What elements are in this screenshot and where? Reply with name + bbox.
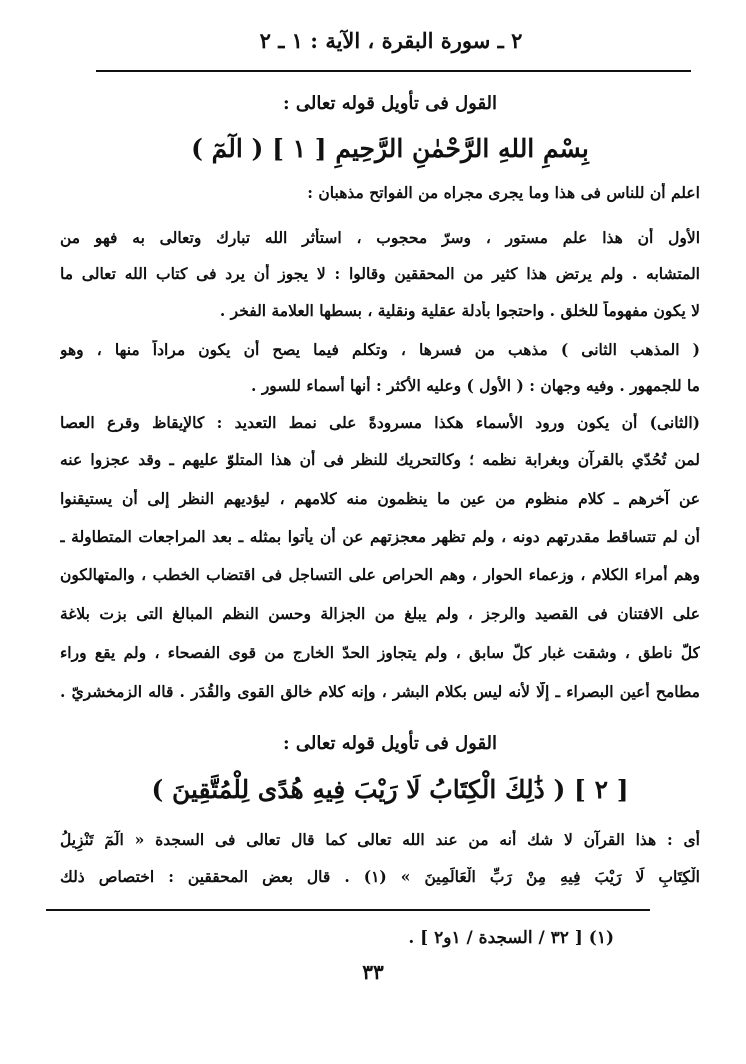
body-line: أن لم تتساقط مقدرتهم دونه ، ولم تظهر معجزتهم عن أن يأتوا بمثله ـ بعد المراجعات المتطاولة ـ bbox=[60, 527, 700, 546]
running-header: ٢ ـ سورة البقرة ، الآية : ١ ـ ٢ bbox=[259, 28, 523, 53]
section-heading: القول فى تأويل قوله تعالى : bbox=[282, 733, 498, 754]
quran-verse: بِسْمِ اللهِ الرَّحْمٰنِ الرَّحِيمِ [ ١ ] ( الٓمٓ ) bbox=[191, 134, 589, 163]
body-line: المتشابه . ولم يرتض هذا كثير من المحققين وقالوا : لا يجوز أن يرد فى كتاب الله تعالى ما bbox=[60, 264, 700, 283]
body-line: مطامح أعين البصراء ـ إلّا لأنه ليس بكلام البشر ، وإنه كلام خالق القوى والقُدَر . قاله الزمخشريّ . bbox=[60, 682, 700, 701]
body-line: ما للجمهور . وفيه وجهان : ( الأول ) وعليه الأكثر : أنها أسماء للسور . bbox=[251, 376, 700, 395]
body-line: أى : هذا القرآن لا شك أنه من عند الله تعالى كما قال تعالى فى السجدة « الٓمٓ تَنْزِيلُ bbox=[60, 830, 700, 849]
page-number: ٣٣ bbox=[362, 960, 384, 984]
body-line: على الافتنان فى القصيد والرجز ، ولم يبلغ من الجزالة وحسن النظم المبالغ التى بزت بلاغة bbox=[60, 604, 700, 623]
body-line: كلّ ناطق ، وشقت غبار كلّ سابق ، ولم يتجاوز الحدّ الخارج من قوى الفصحاء ، ولم يقع وراء bbox=[60, 643, 700, 662]
body-line: (الثانى) أن يكون ورود الأسماء هكذا مسرودةً على نمط التعديد : كالإيقاظ وقرع العصا bbox=[60, 413, 700, 432]
quran-verse: [ ٢ ] ( ذَٰلِكَ الْكِتَابُ لَا رَيْبَ فِيهِ هُدًى لِلْمُتَّقِينَ ) bbox=[151, 775, 629, 804]
body-line: عن آخرهم ـ كلام منظوم من عين ما ينظمون منه كلامهم ، ليؤديهم النظر إلى أن يستيقنوا bbox=[60, 489, 700, 508]
body-line: لمن تُحُدّي بالقرآن وبغرابة نظمه ؛ وكالتحريك للنظر فى أن هذا المتلوّ عليهم ـ وقد عجزوا عنه bbox=[60, 450, 700, 469]
body-line: اعلم أن للناس فى هذا وما يجرى مجراه من الفواتح مذهبان : bbox=[307, 183, 700, 202]
body-line: الْكِتَابِ لَا رَيْبَ فِيهِ مِنْ رَبِّ الْعَالَمِينَ » (١) . قال بعض المحققين : اختصاص ذلك bbox=[60, 867, 700, 886]
body-line: لا يكون مفهوماً للخلق . واحتجوا بأدلة عقلية ونقلية ، بسطها العلامة الفخر . bbox=[219, 301, 700, 320]
body-line: ( المذهب الثانى ) مذهب من فسرها ، وتكلم فيما يصح أن يكون مراداً منها ، وهو bbox=[60, 340, 700, 359]
footnote-rule bbox=[46, 909, 650, 911]
body-line: الأول أن هذا علم مستور ، وسرّ محجوب ، استأثر الله تبارك وتعالى به فهو من bbox=[60, 228, 700, 247]
footnote: (١) [ ٣٢ / السجدة / ١و٢ ] . bbox=[408, 928, 614, 948]
header-rule bbox=[96, 70, 691, 72]
body-line: وهم أمراء الكلام ، وزعماء الحوار ، وهم الحراص على التساجل فى اقتضاب الخطب ، والمتهالكون bbox=[60, 565, 700, 584]
section-heading: القول فى تأويل قوله تعالى : bbox=[282, 93, 498, 114]
